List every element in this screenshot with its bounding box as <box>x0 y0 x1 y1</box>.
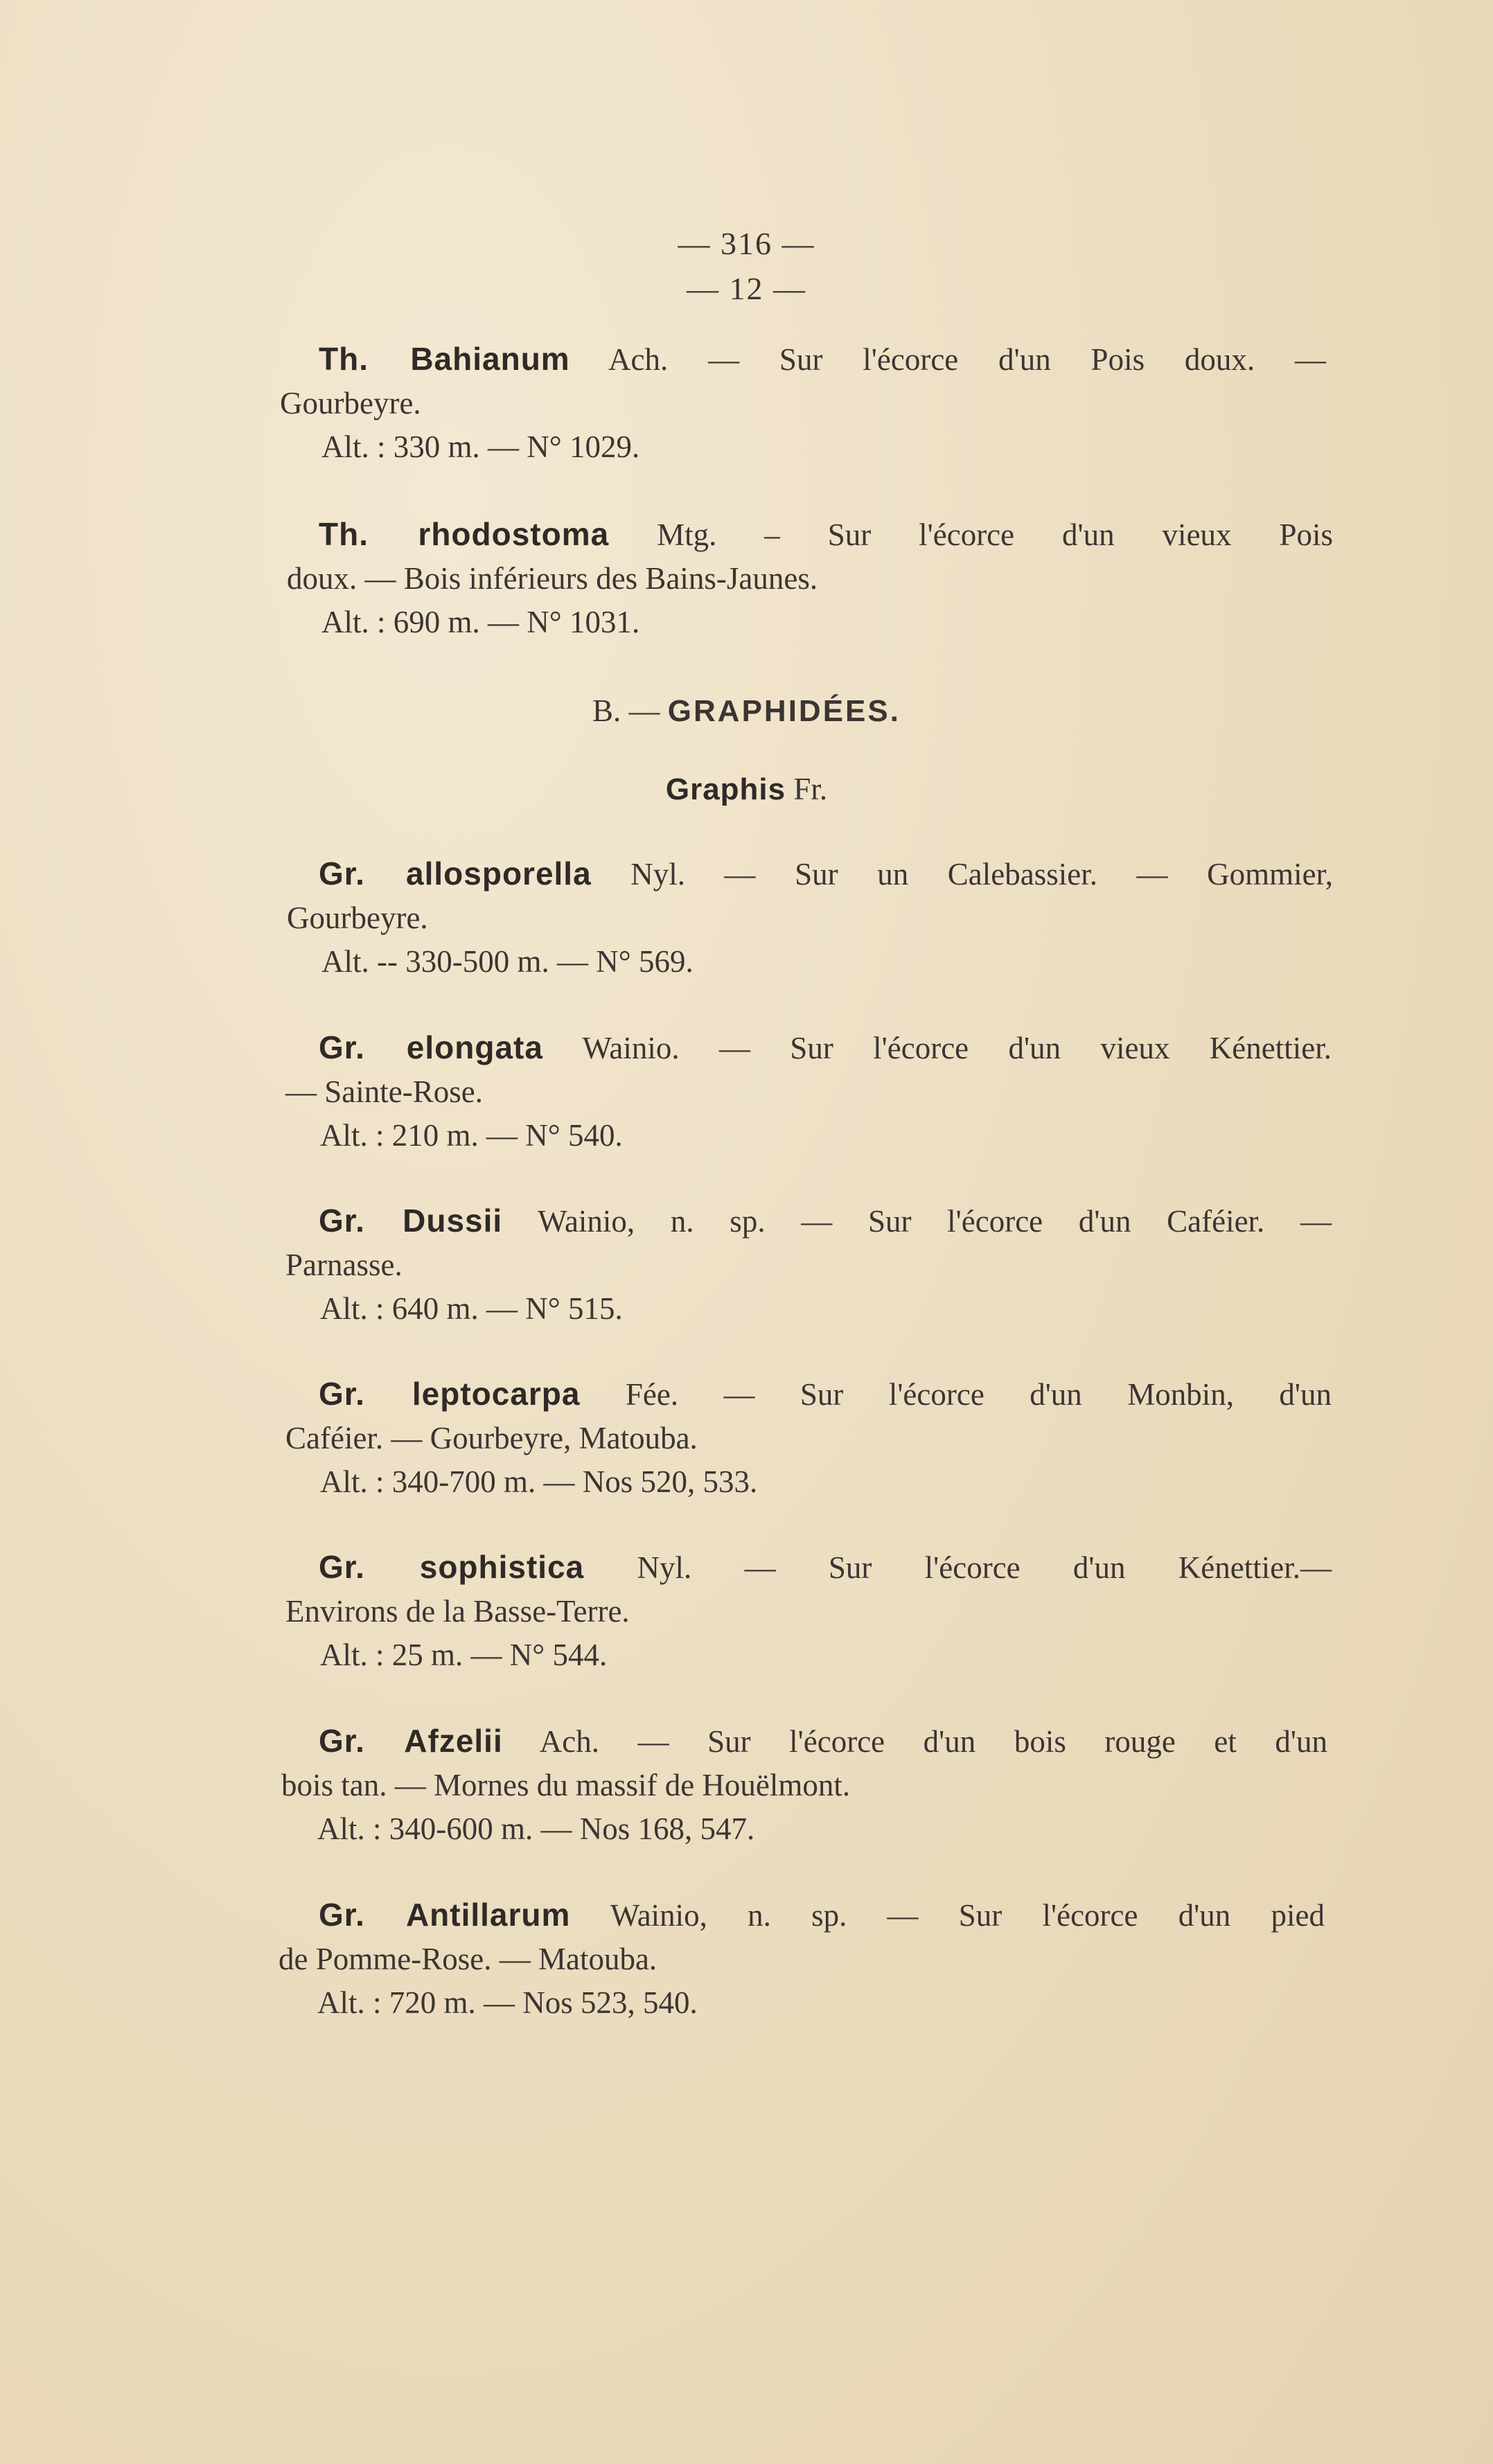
section-title: GRAPHIDÉES. <box>667 694 901 728</box>
entry-continuation: Parnasse. <box>285 1248 403 1282</box>
entry-text: Ach. — Sur l'écorce d'un bois rouge et d'un <box>502 1724 1327 1759</box>
entry-first-line <box>285 1372 1332 1417</box>
entry-text: Nyl. — Sur un Calebassier. — Gommier, <box>591 857 1333 892</box>
page-number-secondary: — 12 — <box>687 271 806 306</box>
entry-altitude: Alt. : 340-600 m. — Nos 168, 547. <box>317 1811 755 1846</box>
entry-first-line <box>280 337 1326 382</box>
entry-text: Wainio. — Sur l'écorce d'un vieux Kénettier. <box>542 1031 1332 1065</box>
species-name: Th. rhodostoma <box>319 516 610 552</box>
entry-gr-allosporella <box>287 852 1333 984</box>
species-name: Gr. sophistica <box>319 1549 585 1585</box>
entry-altitude: Alt. : 330 m. — N° 1029. <box>321 429 640 464</box>
entry-first-line <box>287 852 1333 896</box>
genus-heading <box>0 771 1493 807</box>
entry-text: Wainio, n. sp. — Sur l'écorce d'un pied <box>570 1898 1325 1933</box>
entry-continuation: doux. — Bois inférieurs des Bains-Jaunes. <box>287 561 818 596</box>
section-heading <box>0 693 1493 729</box>
species-name: Gr. Antillarum <box>319 1897 571 1933</box>
species-name: Gr. leptocarpa <box>319 1376 581 1412</box>
entry-continuation: — Sainte-Rose. <box>285 1074 483 1109</box>
entry-continuation: bois tan. — Mornes du massif de Houëlmont. <box>281 1768 851 1802</box>
entry-first-line <box>285 1545 1332 1590</box>
entry-altitude: Alt. : 640 m. — N° 515. <box>320 1291 623 1326</box>
entry-continuation: Gourbeyre. <box>287 901 428 935</box>
entry-first-line <box>285 1026 1332 1070</box>
entry-th-bahianum <box>280 337 1326 469</box>
entry-first-line <box>281 1719 1327 1764</box>
entry-gr-afzelii <box>281 1719 1327 1851</box>
species-name: Th. Bahianum <box>319 341 570 377</box>
genus-authority: Fr. <box>793 772 828 806</box>
entry-gr-leptocarpa <box>285 1372 1332 1504</box>
entry-altitude: Alt. : 720 m. — Nos 523, 540. <box>317 1985 698 2020</box>
entry-text: Wainio, n. sp. — Sur l'écorce d'un Caféier. — <box>502 1204 1332 1239</box>
entry-text: Fée. — Sur l'écorce d'un Monbin, d'un <box>580 1377 1332 1412</box>
entry-altitude: Alt. : 340-700 m. — Nos 520, 533. <box>320 1464 758 1499</box>
species-name: Gr. Dussii <box>319 1203 503 1239</box>
entry-continuation: de Pomme-Rose. — Matouba. <box>279 1942 657 1976</box>
entry-altitude: Alt. : 25 m. — N° 544. <box>320 1638 608 1672</box>
page-number-primary: — 316 — <box>678 226 815 261</box>
section-prefix: B. — <box>592 693 660 728</box>
entry-first-line <box>285 1199 1332 1243</box>
entry-continuation: Gourbeyre. <box>280 386 421 420</box>
entry-first-line <box>287 513 1333 557</box>
species-name: Gr. elongata <box>319 1029 543 1065</box>
entry-altitude: Alt. -- 330-500 m. — N° 569. <box>321 944 694 979</box>
genus-name: Graphis <box>665 772 786 806</box>
entry-gr-dussii <box>285 1199 1332 1331</box>
entry-th-rhodostoma <box>287 513 1333 644</box>
entry-altitude: Alt. : 210 m. — N° 540. <box>320 1118 623 1153</box>
entry-continuation: Caféier. — Gourbeyre, Matouba. <box>285 1421 698 1455</box>
entry-gr-sophistica <box>285 1545 1332 1677</box>
entry-gr-antillarum <box>279 1893 1325 2025</box>
entry-text: Mtg. – Sur l'écorce d'un vieux Pois <box>609 517 1333 552</box>
entry-gr-elongata <box>285 1026 1332 1158</box>
species-name: Gr. allosporella <box>319 856 592 892</box>
entry-continuation: Environs de la Basse-Terre. <box>285 1594 630 1629</box>
entry-first-line <box>279 1893 1325 1938</box>
species-name: Gr. Afzelii <box>319 1723 503 1759</box>
entry-altitude: Alt. : 690 m. — N° 1031. <box>321 605 640 639</box>
entry-text: Ach. — Sur l'écorce d'un Pois doux. — <box>569 342 1326 377</box>
entry-text: Nyl. — Sur l'écorce d'un Kénettier.— <box>584 1550 1332 1585</box>
